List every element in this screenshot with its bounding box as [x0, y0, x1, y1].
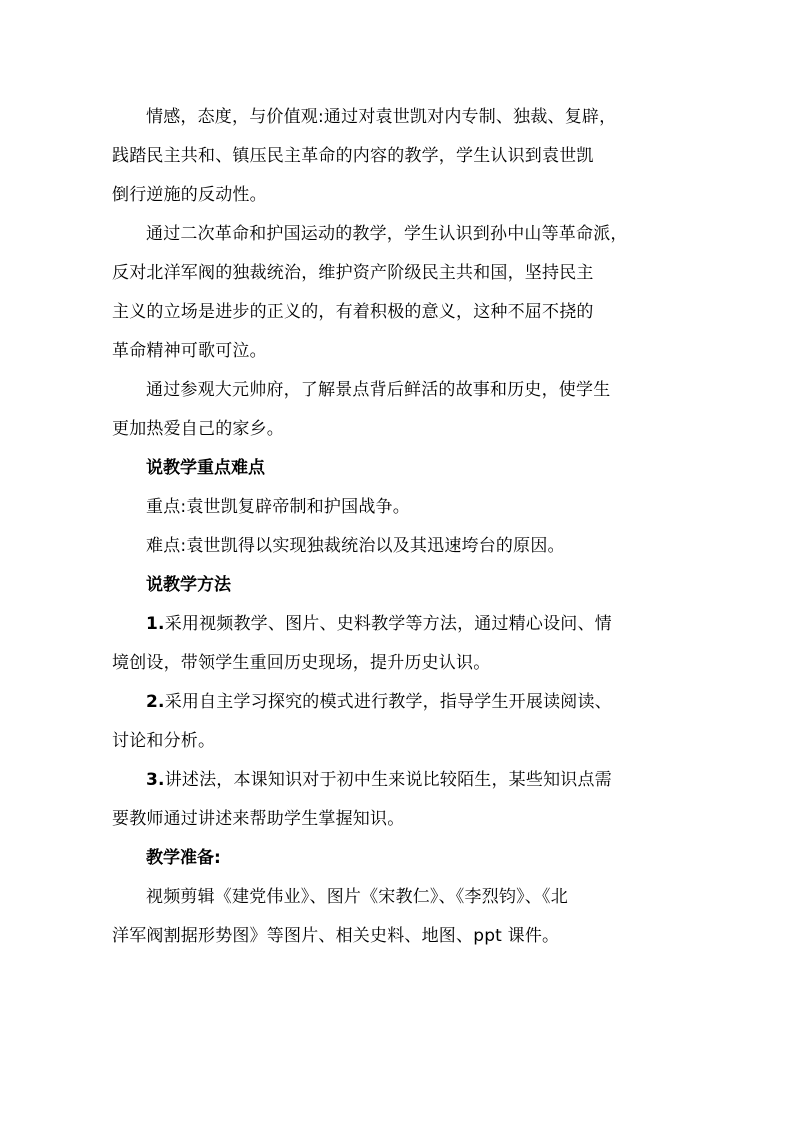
text-line: 视频剪辑《建党伟业》、图片《宋教仁》、《李烈钧》、《北 — [146, 887, 568, 907]
text-span: 采用视频教学、图片、史料教学等方法，通过精心设问、情 — [164, 614, 612, 634]
paragraph-method-3 — [112, 761, 678, 839]
text-line: 反对北洋军阀的独裁统治，维护资产阶级民主共和国，坚持民主 — [112, 263, 594, 283]
text-line: 更加热爱自己的家乡。 — [112, 419, 284, 439]
list-number: 1. — [146, 614, 165, 634]
text-line: 讨论和分析。 — [112, 731, 216, 751]
paragraph-preparation — [112, 878, 678, 956]
text-span: 采用自主学习探究的模式进行教学，指导学生开展读阅读、 — [164, 692, 612, 712]
text-line: 倒行逆施的反动性。 — [112, 185, 267, 205]
section-heading-key-points: 说教学重点难点 — [146, 458, 265, 478]
paragraph-visit-headquarters — [112, 371, 678, 449]
paragraph-values-attitude — [112, 98, 678, 215]
text-line — [112, 605, 678, 644]
text-line: 通过二次革命和护国运动的教学，学生认识到孙中山等革命派， — [146, 224, 628, 244]
paragraph-second-revolution — [112, 215, 678, 371]
text-line: 践踏民主共和、镇压民主革命的内容的教学，学生认识到袁世凯 — [112, 146, 594, 166]
text-line: 通过参观大元帅府，了解景点背后鲜活的故事和历史，使学生 — [146, 380, 611, 400]
section-heading-preparation: 教学准备: — [146, 848, 221, 868]
text-line: 情感，态度，与价值观:通过对袁世凯对内专制、独裁、复辟， — [146, 107, 617, 127]
text-line: 革命精神可歌可泣。 — [112, 341, 267, 361]
text-line: 洋军阀割据形势图》等图片、相关史料、地图、ppt 课件。 — [112, 926, 560, 946]
paragraph-method-2 — [112, 683, 678, 761]
text-span: 讲述法，本课知识对于初中生来说比较陌生，某些知识点需 — [164, 770, 612, 790]
list-number: 3. — [146, 770, 165, 790]
document-page — [112, 98, 678, 956]
paragraph-key-point: 重点:袁世凯复辟帝制和护国战争。 — [146, 497, 410, 517]
text-line — [112, 761, 678, 800]
text-line: 主义的立场是进步的正义的，有着积极的意义，这种不屈不挠的 — [112, 302, 594, 322]
list-number: 2. — [146, 692, 165, 712]
text-line — [112, 683, 678, 722]
paragraph-difficulty: 难点:袁世凯得以实现独裁统治以及其迅速垮台的原因。 — [146, 536, 565, 556]
paragraph-method-1 — [112, 605, 678, 683]
text-line: 要教师通过讲述来帮助学生掌握知识。 — [112, 809, 405, 829]
text-line: 境创设，带领学生重回历史现场，提升历史认识。 — [112, 653, 491, 673]
section-heading-methods: 说教学方法 — [146, 575, 231, 595]
